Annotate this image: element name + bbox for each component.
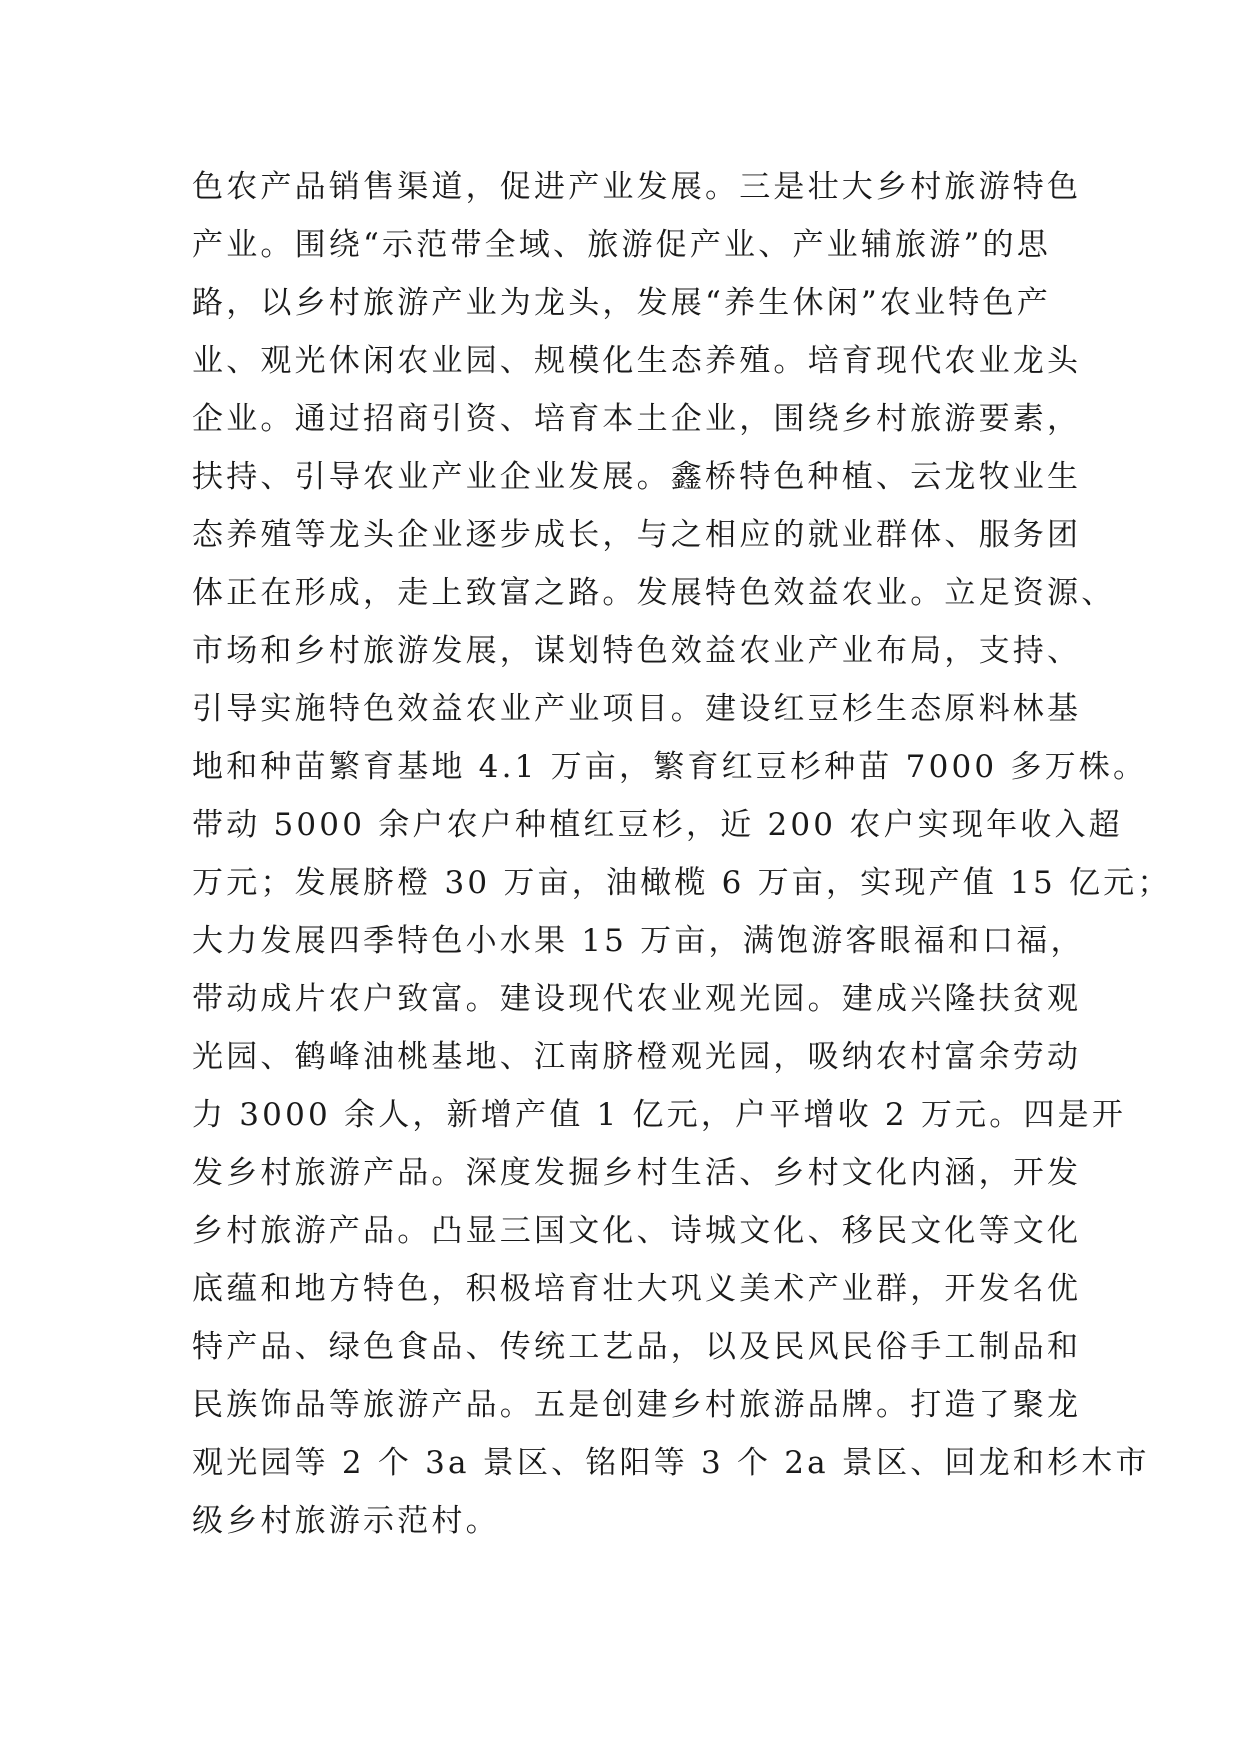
text-line: 光园、鹤峰油桃基地、江南脐橙观光园，吸纳农村富余劳动: [192, 1039, 1082, 1075]
text-line: 力 3000 余人，新增产值 1 亿元，户平增收 2 万元。四是开: [192, 1097, 1127, 1133]
text-line: 带动成片农户致富。建设现代农业观光园。建成兴隆扶贫观: [192, 981, 1082, 1017]
text-line: 乡村旅游产品。凸显三国文化、诗城文化、移民文化等文化: [192, 1213, 1082, 1249]
text-line: 市场和乡村旅游发展，谋划特色效益农业产业布局，支持、: [192, 633, 1082, 669]
text-line: 观光园等 2 个 3a 景区、铭阳等 3 个 2a 景区、回龙和杉木市: [192, 1445, 1150, 1481]
text-line: 体正在形成，走上致富之路。发展特色效益农业。立足资源、: [192, 575, 1116, 611]
text-line: 万元；发展脐橙 30 万亩，油橄榄 6 万亩，实现产值 15 亿元；: [192, 865, 1172, 901]
text-line: 发乡村旅游产品。深度发掘乡村生活、乡村文化内涵，开发: [192, 1155, 1082, 1191]
body-paragraph: [192, 158, 1172, 1550]
text-line: 底蕴和地方特色，积极培育壮大巩义美术产业群，开发名优: [192, 1271, 1082, 1307]
text-line: 企业。通过招商引资、培育本土企业，围绕乡村旅游要素，: [192, 401, 1082, 437]
text-line: 特产品、绿色食品、传统工艺品，以及民风民俗手工制品和: [192, 1329, 1082, 1365]
text-line: 带动 5000 余户农户种植红豆杉，近 200 农户实现年收入超: [192, 807, 1123, 843]
text-line: 级乡村旅游示范村。: [192, 1503, 500, 1539]
text-line: 产业。围绕“示范带全域、旅游促产业、产业辅旅游”的思: [192, 227, 1051, 263]
text-line: 扶持、引导农业产业企业发展。鑫桥特色种植、云龙牧业生: [192, 459, 1082, 495]
text-line: 大力发展四季特色小水果 15 万亩，满饱游客眼福和口福，: [192, 923, 1085, 959]
text-line: 路，以乡村旅游产业为龙头，发展“养生休闲”农业特色产: [192, 285, 1051, 321]
text-line: 地和种苗繁育基地 4.1 万亩，繁育红豆杉种苗 7000 多万株。: [192, 749, 1148, 785]
text-line: 色农产品销售渠道，促进产业发展。三是壮大乡村旅游特色: [192, 169, 1082, 205]
text-line: 态养殖等龙头企业逐步成长，与之相应的就业群体、服务团: [192, 517, 1082, 553]
text-line: 业、观光休闲农业园、规模化生态养殖。培育现代农业龙头: [192, 343, 1082, 379]
text-line: 引导实施特色效益农业产业项目。建设红豆杉生态原料林基: [192, 691, 1082, 727]
text-line: 民族饰品等旅游产品。五是创建乡村旅游品牌。打造了聚龙: [192, 1387, 1082, 1423]
